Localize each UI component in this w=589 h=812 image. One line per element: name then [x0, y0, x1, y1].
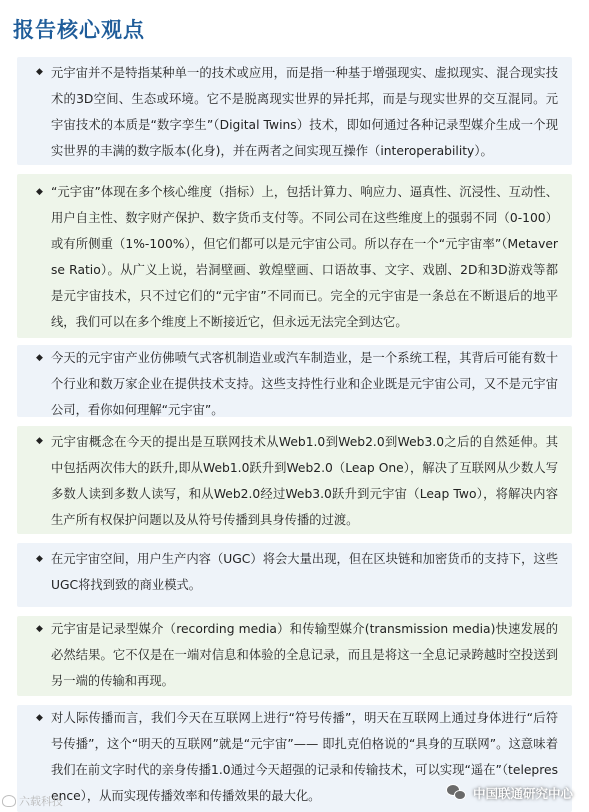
bullet-icon: ◆	[36, 554, 43, 564]
bullet-icon: ◆	[36, 187, 43, 197]
point-text: 元宇宙是记录型媒介（recording media）和传输型媒介(transmission media)快速发展的必然结果。它不仅是在一端对信息和体验的全息记录，而且是将这一全息记录跨越时空投送到另一端的传输和再现。	[51, 622, 558, 688]
weibo-logo-icon	[2, 795, 16, 807]
bullet-icon: ◆	[36, 436, 43, 446]
watermark-right	[446, 779, 573, 807]
point-card-6	[17, 616, 572, 696]
point-text: 今天的元宇宙产业仿佛喷气式客机制造业或汽车制造业，是一个系统工程，其背后可能有数十个行业和数万家企业在提供技术支持。这些支持性行业和企业既是元宇宙公司，又不是元宇宙公司，看你如何理解“元宇宙”。	[51, 351, 558, 417]
point-card-4	[17, 426, 572, 534]
point-text: 元宇宙概念在今天的提出是互联网技术从Web1.0到Web2.0到Web3.0之后的自然延伸。其中包括两次伟大的跃升,即从Web1.0跃升到Web2.0（Leap One），解决了互联网从少数人写多数人读到多数人读写，和从Web2.0经过Web3.0跃升到元宇宙（Leap Two），将解决内容生产所有权保护问题以及从符号传播到具身传播的过渡。	[51, 435, 558, 527]
bullet-icon: ◆	[36, 713, 43, 723]
watermark-right-text: 中国联通研究中心	[472, 786, 573, 801]
point-card-1	[17, 57, 572, 165]
point-text: 元宇宙并不是特指某种单一的技术或应用，而是指一种基于增强现实、虚拟现实、混合现实技术的3D空间、生态或环境。它不是脱离现实世界的异托邦，而是与现实世界的交互混同。元宇宙技术的本质是“数字孪生”（Digital Twins）技术，即如何通过各种记录型媒介生成一个现实世界的丰满的数字版本(化身)，并在两者之间实现互操作（interoperability）。	[51, 66, 558, 158]
point-text: 在元宇宙空间，用户生产内容（UGC）将会大量出现，但在区块链和加密货币的支持下，这些UGC将找到致的商业模式。	[51, 552, 558, 592]
bullet-icon: ◆	[36, 67, 43, 77]
point-text: 对人际传播而言，我们今天在互联网上进行“符号传播”，明天在互联网上通过身体进行“后符号传播”，这个“明天的互联网”就是“元宇宙”—— 即扎克伯格说的“具身的互联网”。这意味着我们在前文字时代的亲身传播1.0通过今天超强的记录和传输技术，可以实现“遥在”（telepresence），从而实现传播效率和传播效果的最大化。	[51, 711, 558, 803]
point-card-2	[17, 174, 572, 338]
point-card-3	[17, 345, 572, 417]
watermark-left	[2, 793, 63, 809]
point-text: “元宇宙”体现在多个核心维度（指标）上，包括计算力、响应力、逼真性、沉浸性、互动性、用户自主性、数字财产保护、数字货币支付等。不同公司在这些维度上的强弱不同（0-100）或有所侧重（1%-100%），但它们都可以是元宇宙公司。所以存在一个“元宇宙率”（Metaverse Ratio）。从广义上说，岩洞壁画、敦煌壁画、口语故事、文字、戏剧、2D和3D游戏等都是元宇宙技术，只不过它们的“元宇宙”不同而已。完全的元宇宙是一条总在不断退后的地平线，我们可以在多个维度上不断接近它，但永远无法完全到达它。	[51, 185, 558, 329]
wechat-logo-icon	[446, 784, 468, 802]
page-title: 报告核心观点	[13, 18, 145, 42]
bullet-icon: ◆	[36, 353, 43, 363]
bullet-icon: ◆	[36, 624, 43, 634]
point-card-5	[17, 543, 572, 607]
watermark-left-text: 六载科技	[19, 795, 63, 808]
